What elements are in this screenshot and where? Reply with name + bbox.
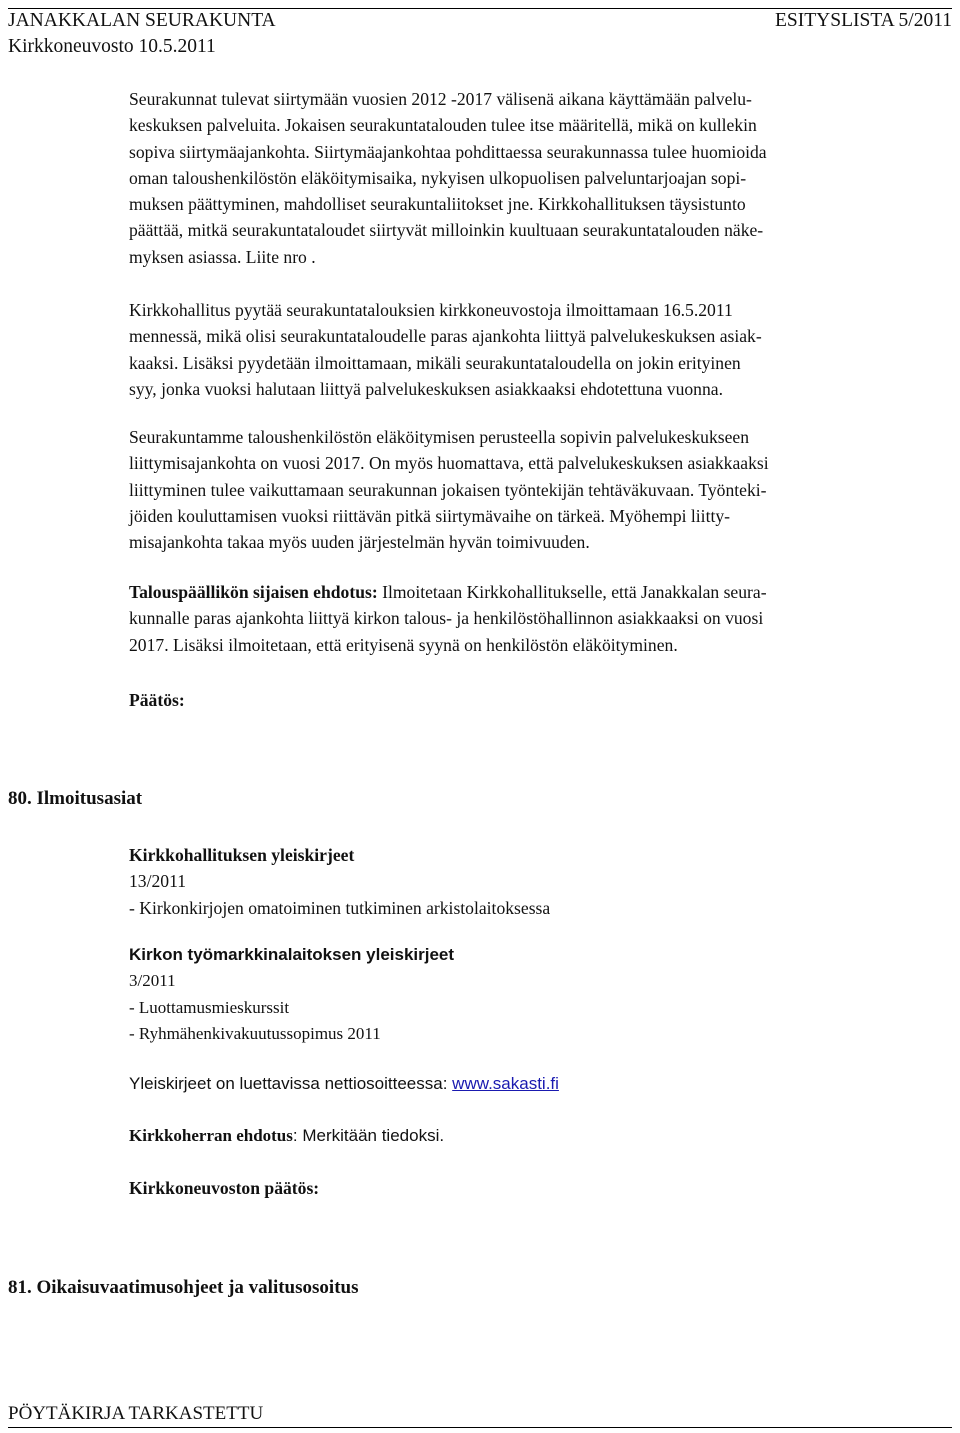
- meeting-name: Kirkkoneuvosto 10.5.2011: [8, 36, 216, 57]
- text-line: 2017. Lisäksi ilmoitetaan, että erityisenä syynä on henkilöstön eläköityminen.: [129, 634, 678, 655]
- ktl-letters-number: 3/2011: [129, 971, 176, 991]
- ktl-letters-item: - Ryhmähenkivakuutussopimus 2011: [129, 1023, 381, 1043]
- organization-name: JANAKKALAN SEURAKUNTA: [8, 10, 276, 31]
- text-line: Kirkkohallitus pyytää seurakuntatalouksien kirkkoneuvostoja ilmoittamaan 16.5.2011: [129, 300, 733, 320]
- kh-letters-title: Kirkkohallituksen yleiskirjeet: [129, 845, 355, 865]
- kh-letters: [129, 842, 929, 921]
- text-line: syy, jonka vuoksi halutaan liittyä palvelukeskuksen asiakkaaksi ehdotettuna vuonna.: [129, 378, 723, 399]
- footer-text: PÖYTÄKIRJA TARKASTETTU: [8, 1403, 264, 1424]
- page-header: [8, 8, 952, 32]
- text-line: liittymisajankohta on vuosi 2017. On myös huomattava, että palvelukeskuksen asiakkaaksi: [129, 453, 769, 474]
- paragraph-service-center: [129, 86, 929, 270]
- meeting-line: [8, 36, 952, 58]
- vicar-proposal-label: Kirkkoherran ehdotus: [129, 1126, 293, 1145]
- web-note-text: Yleiskirjeet on luettavissa nettiosoitteessa:: [129, 1074, 453, 1093]
- proposal-paragraph: [129, 579, 929, 658]
- sakasti-link[interactable]: www.sakasti.fi: [452, 1074, 559, 1093]
- kh-letters-item: - Kirkonkirjojen omatoiminen tutkiminen arkistolaitoksessa: [129, 897, 551, 918]
- document-number: ESITYSLISTA 5/2011: [774, 10, 952, 31]
- text-line: liittyminen tulee vaikuttamaan seurakunnan jokaisen työntekijän tehtäväkuvaan. Työnteki-: [129, 479, 767, 500]
- text-line: keskuksen palveluita. Jokaisen seurakuntatalouden tulee itse määritellä, mikä on kullekin: [129, 115, 757, 136]
- proposal-label: Talouspäällikön sijaisen ehdotus:: [129, 582, 378, 602]
- vicar-proposal-text: : Merkitään tiedoksi.: [292, 1126, 445, 1145]
- vicar-proposal: [129, 1123, 929, 1149]
- text-line: Ilmoitetaan Kirkkohallitukselle, että Janakkalan seura-: [377, 582, 767, 602]
- text-line: myksen asiassa. Liite nro .: [129, 246, 316, 267]
- text-line: kunnalle paras ajankohta liittyä kirkon talous- ja henkilöstöhallinnon asiakkaaksi on vuosi: [129, 608, 764, 629]
- ktl-letters: [129, 942, 929, 1047]
- footer-divider: [8, 1427, 952, 1428]
- text-line: Seurakunnat tulevat siirtymään vuosien 2012 -2017 välisenä aikana käyttämään palvelu-: [129, 89, 752, 109]
- text-line: muksen päättyminen, mahdolliset seurakuntaliitokset jne. Kirkkohallituksen täysistunto: [129, 194, 746, 215]
- text-line: jöiden kouluttamisen vuoksi riittävän pitkä siirtymävaihe on tärkeä. Myöhempi liitty-: [129, 505, 731, 526]
- decision-label: Päätös:: [129, 690, 185, 710]
- decision-block: [129, 687, 929, 713]
- section-81-title: 81. Oikaisuvaatimusohjeet ja valitusosoitus: [8, 1277, 359, 1298]
- council-decision: [129, 1175, 929, 1201]
- text-line: oman taloushenkilöstön eläköitymisaika, nykyisen ulkopuolisen palveluntarjoajan sopi-: [129, 167, 747, 188]
- section-80-title: 80. Ilmoitusasiat: [8, 788, 143, 809]
- text-line: mennessä, mikä olisi seurakuntataloudelle paras ajankohta liittyä palvelukeskuksen asiak-: [129, 326, 762, 347]
- text-line: sopiva siirtymäajankohta. Siirtymäajankohtaa pohdittaessa seurakunnassa tulee huomioida: [129, 141, 767, 162]
- text-line: misajankohta takaa myös uuden järjestelmän hyvän toimivuuden.: [129, 532, 590, 553]
- ktl-letters-item: - Luottamusmieskurssit: [129, 997, 290, 1017]
- text-line: päättää, mitkä seurakuntataloudet siirtyvät milloinkin kuultuaan seurakuntatalouden näke-: [129, 220, 764, 241]
- kh-letters-number: 13/2011: [129, 871, 187, 892]
- text-line: Seurakuntamme taloushenkilöstön eläköitymisen perusteella sopivin palvelukeskukseen: [129, 427, 750, 447]
- paragraph-request: [129, 297, 929, 402]
- council-decision-label: Kirkkoneuvoston päätös:: [129, 1178, 320, 1198]
- text-line: kaaksi. Lisäksi pyydetään ilmoittamaan, mikäli seurakuntataloudella on jokin erityinen: [129, 352, 741, 373]
- paragraph-our-parish: [129, 424, 929, 555]
- web-note: [129, 1071, 929, 1097]
- ktl-letters-title: Kirkon työmarkkinalaitoksen yleiskirjeet: [129, 945, 455, 964]
